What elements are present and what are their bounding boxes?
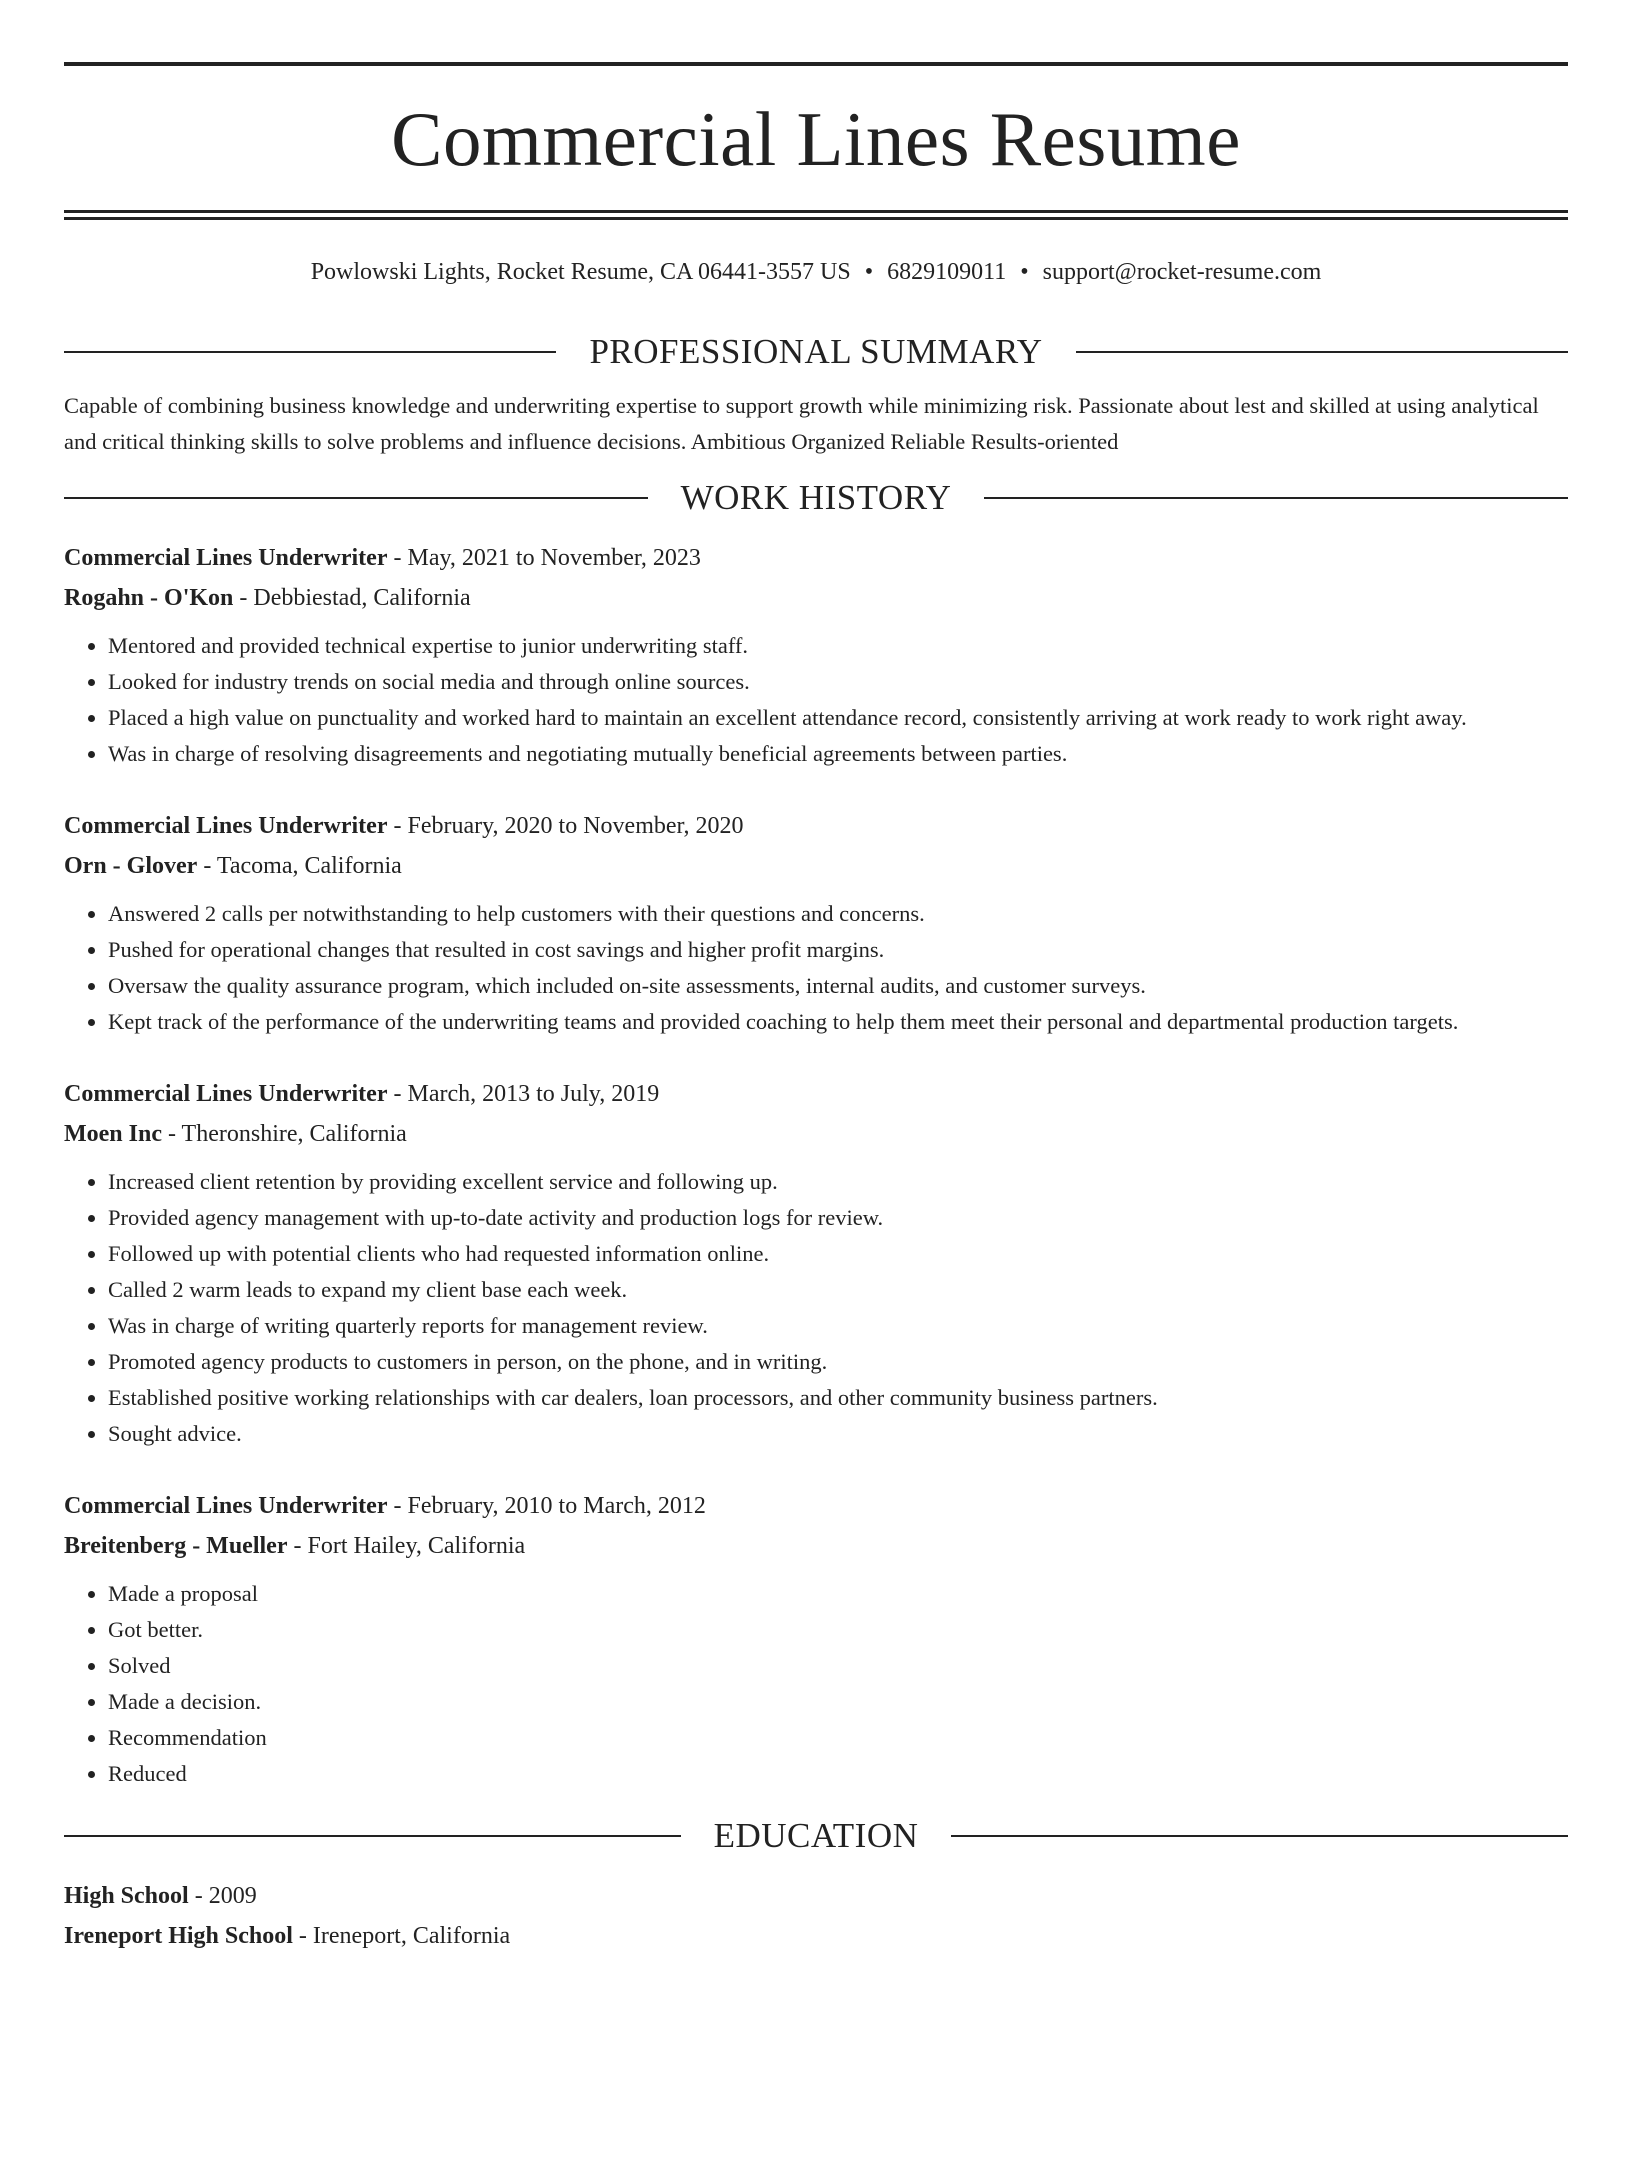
job-bullet: • Answered 2 calls per notwithstanding to help customers with their questions and concerns. xyxy=(108,896,1568,932)
contact-separator: • xyxy=(1020,259,1029,285)
job-title: Commercial Lines Underwriter xyxy=(64,813,388,839)
job-bullet-list xyxy=(64,1576,1568,1792)
education-school-line xyxy=(64,1916,1568,1956)
job-bullet: • Increased client retention by providing excellent service and following up. xyxy=(108,1164,1568,1200)
job-company: Breitenberg - Mueller xyxy=(64,1533,288,1559)
job-dates: - February, 2010 to March, 2012 xyxy=(387,1493,706,1519)
job-bullet: • Recommendation xyxy=(108,1720,1568,1756)
job-title-line xyxy=(64,538,1568,578)
job-bullet: • Pushed for operational changes that resulted in cost savings and higher profit margins. xyxy=(108,932,1568,968)
job-location: - Theronshire, California xyxy=(162,1121,407,1147)
job-bullet: • Promoted agency products to customers in person, on the phone, and in writing. xyxy=(108,1344,1568,1380)
summary-heading: PROFESSIONAL SUMMARY xyxy=(589,332,1043,371)
job-entry xyxy=(64,538,1568,772)
contact-separator: • xyxy=(864,259,874,285)
contact-line xyxy=(64,256,1568,288)
job-bullet: • Placed a high value on punctuality and worked hard to maintain an excellent attendance record, consistently arriving at work ready to work right away. xyxy=(108,700,1568,736)
job-title: Commercial Lines Underwriter xyxy=(64,1081,388,1107)
top-divider xyxy=(64,62,1568,66)
title-double-divider xyxy=(64,210,1568,220)
job-dates: - May, 2021 to November, 2023 xyxy=(387,545,701,571)
section-rule-left xyxy=(64,1835,681,1837)
work-section-header xyxy=(64,478,1568,518)
section-rule-left xyxy=(64,351,556,353)
job-bullet: • Mentored and provided technical expertise to junior underwriting staff. xyxy=(108,628,1568,664)
section-rule-right xyxy=(951,1835,1568,1837)
education-entry xyxy=(64,1876,1568,1956)
job-company: Rogahn - O'Kon xyxy=(64,585,234,611)
work-history-list xyxy=(64,538,1568,1792)
job-title-line xyxy=(64,806,1568,846)
job-bullet: • Got better. xyxy=(108,1612,1568,1648)
job-bullet: • Established positive working relationships with car dealers, loan processors, and other community business partners. xyxy=(108,1380,1568,1416)
job-entry xyxy=(64,806,1568,1040)
job-entry xyxy=(64,1074,1568,1452)
job-company-line xyxy=(64,578,1568,618)
job-company: Moen Inc xyxy=(64,1121,162,1147)
job-bullet: • Was in charge of resolving disagreements and negotiating mutually beneficial agreements between parties. xyxy=(108,736,1568,772)
job-bullet: • Reduced xyxy=(108,1756,1568,1792)
job-bullet-list xyxy=(64,896,1568,1040)
job-bullet: • Kept track of the performance of the underwriting teams and provided coaching to help them meet their personal and departmental production targets. xyxy=(108,1004,1568,1040)
job-bullet: • Was in charge of writing quarterly reports for management review. xyxy=(108,1308,1568,1344)
contact-phone: 6829109011 xyxy=(887,259,1007,285)
job-location: - Debbiestad, California xyxy=(233,585,471,611)
job-company-line xyxy=(64,846,1568,886)
job-bullet: • Followed up with potential clients who had requested information online. xyxy=(108,1236,1568,1272)
education-degree-line xyxy=(64,1876,1568,1916)
job-company-line xyxy=(64,1526,1568,1566)
job-title-line xyxy=(64,1074,1568,1114)
education-section-header xyxy=(64,1816,1568,1856)
job-bullet: • Looked for industry trends on social media and through online sources. xyxy=(108,664,1568,700)
job-dates: - February, 2020 to November, 2020 xyxy=(387,813,744,839)
job-bullet: • Made a decision. xyxy=(108,1684,1568,1720)
job-company: Orn - Glover xyxy=(64,853,198,879)
job-title-line xyxy=(64,1486,1568,1526)
job-bullet-list xyxy=(64,1164,1568,1452)
job-bullet-list xyxy=(64,628,1568,772)
job-bullet: • Oversaw the quality assurance program, which included on-site assessments, internal audits, and customer surveys. xyxy=(108,968,1568,1004)
summary-text: Capable of combining business knowledge and underwriting expertise to support growth while minimizing risk. Passionate about lest and skilled at using analytical and critical thinking skills to solve problems and influence decisions. Ambitious Organized Reliable Results-oriented xyxy=(64,393,1539,454)
resume-page xyxy=(0,62,1632,1956)
job-entry xyxy=(64,1486,1568,1792)
section-rule-right xyxy=(1076,351,1568,353)
education-school: Ireneport High School xyxy=(64,1923,293,1949)
education-year: - 2009 xyxy=(188,1883,257,1909)
job-company-line xyxy=(64,1114,1568,1154)
section-rule-left xyxy=(64,497,648,499)
contact-address: Powlowski Lights, Rocket Resume, CA 06441-3557 US xyxy=(310,259,851,285)
job-title: Commercial Lines Underwriter xyxy=(64,1493,388,1519)
job-location: - Tacoma, California xyxy=(197,853,402,879)
job-dates: - March, 2013 to July, 2019 xyxy=(387,1081,660,1107)
section-rule-right xyxy=(984,497,1568,499)
education-degree: High School xyxy=(64,1883,189,1909)
job-bullet: • Provided agency management with up-to-date activity and production logs for review. xyxy=(108,1200,1568,1236)
job-bullet: • Called 2 warm leads to expand my client base each week. xyxy=(108,1272,1568,1308)
education-location: - Ireneport, California xyxy=(292,1923,511,1949)
job-bullet: • Made a proposal xyxy=(108,1576,1568,1612)
summary-section-header xyxy=(64,332,1568,372)
job-bullet: • Solved xyxy=(108,1648,1568,1684)
job-bullet: • Sought advice. xyxy=(108,1416,1568,1452)
job-title: Commercial Lines Underwriter xyxy=(64,545,388,571)
work-heading: WORK HISTORY xyxy=(680,478,952,517)
education-heading: EDUCATION xyxy=(713,1816,919,1855)
job-location: - Fort Hailey, California xyxy=(287,1533,526,1559)
resume-title: Commercial Lines Resume xyxy=(391,96,1241,182)
contact-email: support@rocket-resume.com xyxy=(1042,259,1322,285)
